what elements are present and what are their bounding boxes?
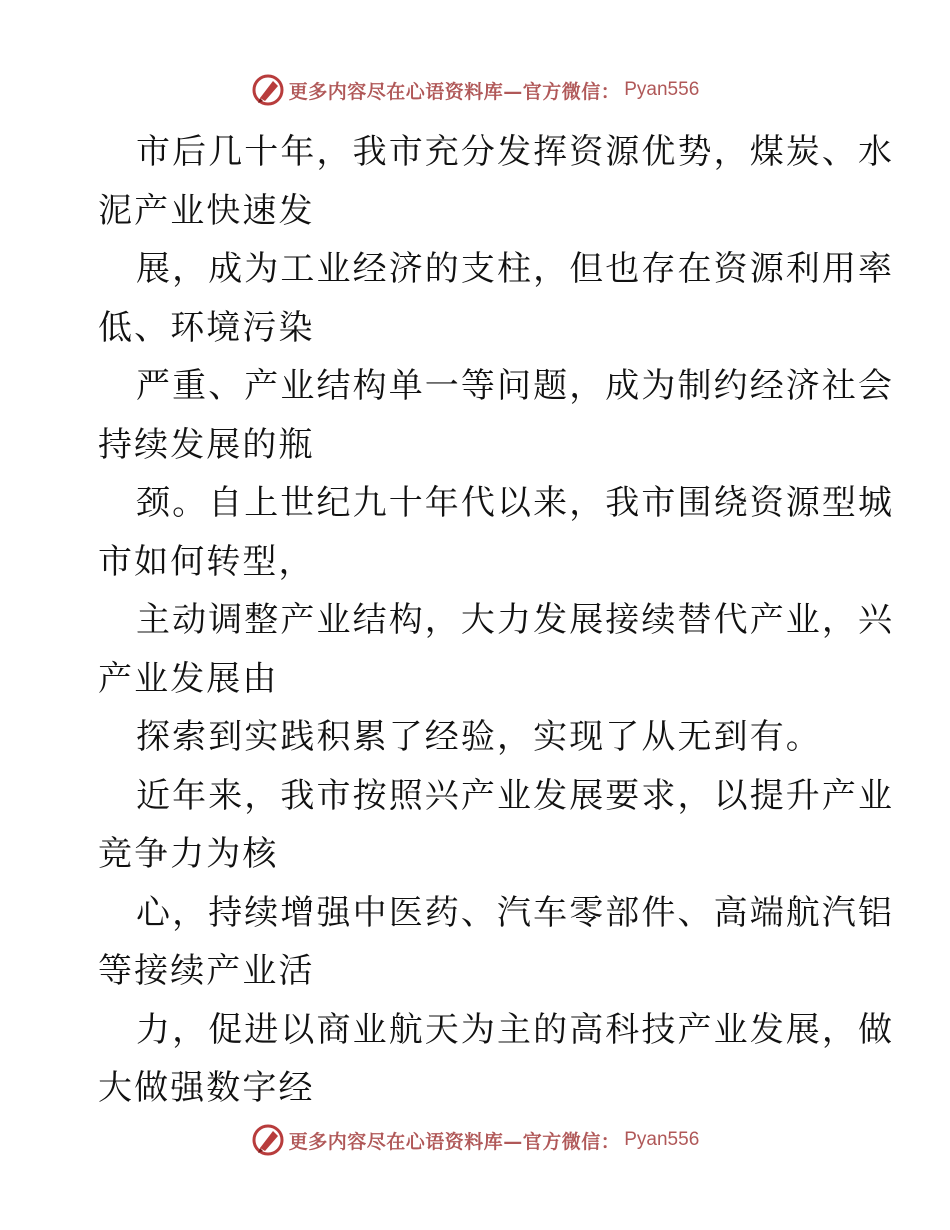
watermark-account: Pyan556 <box>624 79 700 100</box>
text-line: 近年来，我市按照兴产业发展要求，以提升产业 <box>136 775 895 816</box>
text-line: 严重、产业结构单一等问题，成为制约经济社会 <box>136 366 895 406</box>
text-line: 低、环境污染 <box>98 307 315 348</box>
text-line: 颈。自上世纪九十年代以来，我市围绕资源型城 <box>136 483 895 523</box>
pen-logo-icon <box>251 1123 285 1157</box>
text-line: 泥产业快速发 <box>98 190 315 231</box>
text-line: 心，持续增强中医药、汽车零部件、高端航汽铝 <box>136 892 895 933</box>
watermark-text: 更多内容尽在心语资料库—官方微信： <box>288 1130 621 1153</box>
header-watermark <box>0 70 950 110</box>
text-line: 展，成为工业经济的支柱，但也存在资源利用率 <box>136 249 895 289</box>
text-line: 竞争力为核 <box>98 834 279 874</box>
text-line: 持续发展的瓶 <box>98 424 315 465</box>
document-body <box>98 123 895 1118</box>
footer-watermark <box>0 1120 950 1160</box>
text-line: 产业发展由 <box>98 658 279 699</box>
text-line: 等接续产业活 <box>98 951 315 991</box>
text-line: 主动调整产业结构，大力发展接续替代产业，兴 <box>136 600 895 640</box>
text-line: 市后几十年，我市充分发挥资源优势，煤炭、水 <box>136 132 895 172</box>
text-line: 大做强数字经 <box>98 1068 315 1108</box>
text-line: 市如何转型， <box>98 541 315 582</box>
watermark-text: 更多内容尽在心语资料库—官方微信： <box>288 80 621 103</box>
pen-logo-icon <box>251 73 285 107</box>
text-line: 探索到实践积累了经验，实现了从无到有。 <box>136 717 822 757</box>
watermark-account: Pyan556 <box>624 1129 700 1150</box>
text-line: 力，促进以商业航天为主的高科技产业发展，做 <box>136 1009 895 1050</box>
